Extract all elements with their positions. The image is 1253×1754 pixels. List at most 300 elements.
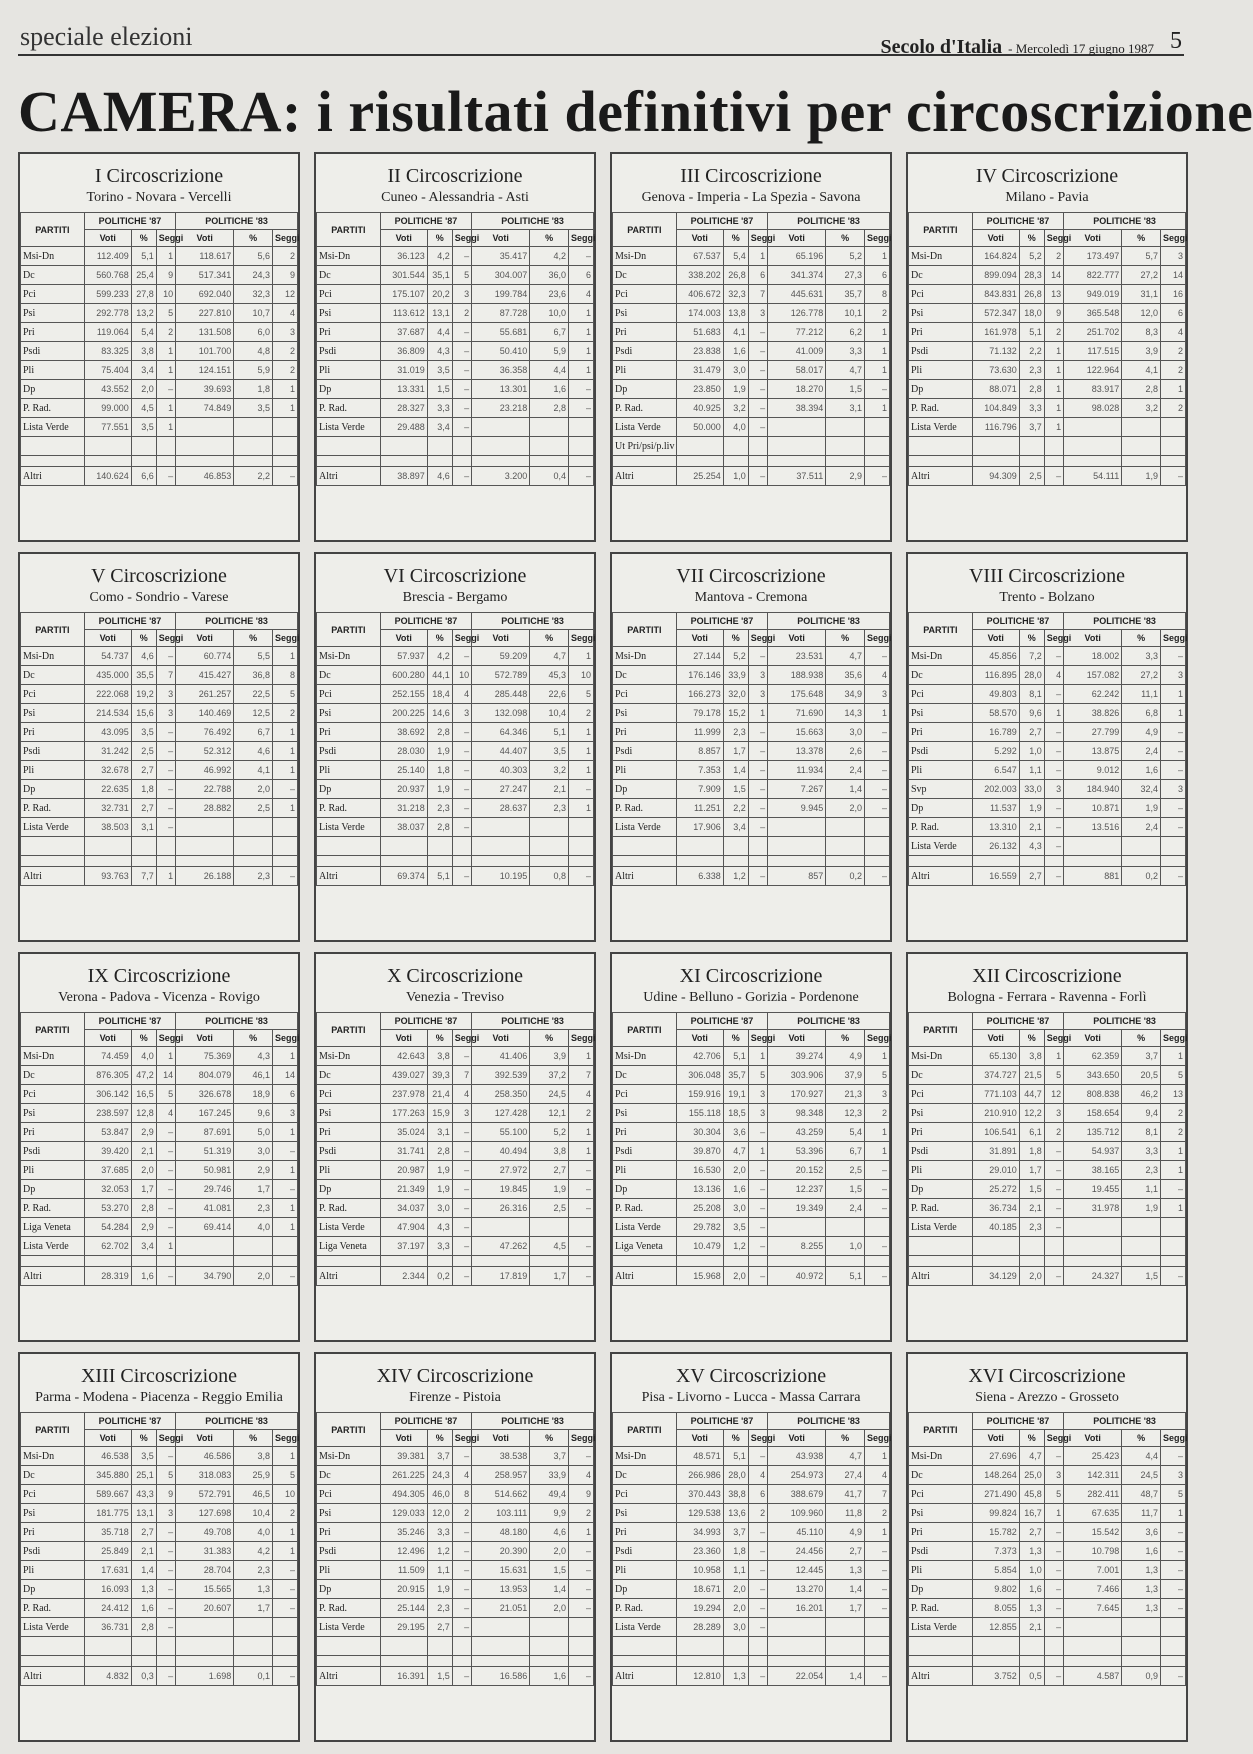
politiche-87-header: POLITICHE '87 <box>676 1413 767 1430</box>
cell-s83: 3 <box>1161 780 1186 799</box>
cell-p83 <box>826 1218 865 1237</box>
politiche-87-header: POLITICHE '87 <box>380 1013 471 1030</box>
cell-s83: 1 <box>569 723 594 742</box>
party-row <box>909 380 1186 399</box>
cell-s87: 2 <box>1044 247 1063 266</box>
cell-s83: 2 <box>1161 1123 1186 1142</box>
cell-v83: 28.704 <box>176 1561 234 1580</box>
cell-v83: 38.538 <box>472 1447 530 1466</box>
politiche-87-header: POLITICHE '87 <box>972 213 1063 230</box>
circoscrizione-title: XIII Circoscrizione <box>80 1365 238 1387</box>
circoscrizione-provinces: Como - Sondrio - Varese <box>89 590 229 605</box>
cell-p87: 1,7 <box>1019 1161 1044 1180</box>
cell-s87: 1 <box>156 1237 175 1256</box>
party-name: Dc <box>317 1066 381 1085</box>
cell-p87: 1,1 <box>1019 761 1044 780</box>
pct-header: % <box>826 1430 865 1447</box>
cell-v87: 214.534 <box>84 704 131 723</box>
party-name: P. Rad. <box>21 1599 85 1618</box>
cell-v83: 26.188 <box>176 867 234 886</box>
party-row <box>21 285 298 304</box>
cell-v87: 589.667 <box>84 1485 131 1504</box>
pct-header: % <box>826 230 865 247</box>
cell-v87: 119.064 <box>84 323 131 342</box>
party-name: Dp <box>21 1180 85 1199</box>
cell-v87: 252.155 <box>380 685 427 704</box>
cell-v83 <box>1064 418 1122 437</box>
cell-v83: 326.678 <box>176 1085 234 1104</box>
circoscrizione-title: VIII Circoscrizione <box>968 565 1126 587</box>
cell-p87: 5,2 <box>1019 247 1044 266</box>
cell-p87: 1,9 <box>427 780 452 799</box>
party-name: P. Rad. <box>21 1199 85 1218</box>
cell-s87: – <box>748 1580 767 1599</box>
cell-p87: 2,8 <box>131 1618 156 1637</box>
party-row <box>909 1447 1186 1466</box>
party-name: Pci <box>21 1485 85 1504</box>
cell-s87: 1 <box>156 867 175 886</box>
cell-p83: 5,0 <box>234 1123 273 1142</box>
cell-p87: 1,5 <box>427 380 452 399</box>
cell-v83: 23.531 <box>768 647 826 666</box>
party-name: Psi <box>21 304 85 323</box>
cell-p87 <box>427 837 452 856</box>
cell-p87: 12,8 <box>131 1104 156 1123</box>
party-name: Dc <box>613 1066 677 1085</box>
cell-s87: 3 <box>748 666 767 685</box>
cell-v87: 7.353 <box>676 761 723 780</box>
cell-p83: 3,7 <box>530 1447 569 1466</box>
party-name <box>21 837 85 856</box>
party-row <box>21 399 298 418</box>
party-name: Lista Verde <box>317 818 381 837</box>
cell-p83: 5,4 <box>826 1123 865 1142</box>
cell-p83: 1,5 <box>530 1561 569 1580</box>
cell-p87: 1,3 <box>723 1667 748 1686</box>
votes-header: Voti <box>1064 230 1122 247</box>
cell-s83: – <box>865 1180 890 1199</box>
party-row <box>909 418 1186 437</box>
cell-v83: 175.648 <box>768 685 826 704</box>
cell-v83: 76.492 <box>176 723 234 742</box>
cell-v83: 142.311 <box>1064 1466 1122 1485</box>
cell-p87: 0,3 <box>131 1667 156 1686</box>
cell-p87: 1,1 <box>723 1561 748 1580</box>
cell-v83: 25.423 <box>1064 1447 1122 1466</box>
cell-p83: 1,7 <box>234 1180 273 1199</box>
cell-v83: 135.712 <box>1064 1123 1122 1142</box>
cell-p83: 2,7 <box>530 1161 569 1180</box>
cell-v87: 21.349 <box>380 1180 427 1199</box>
cell-v83: 13.378 <box>768 742 826 761</box>
cell-p83: 4,9 <box>826 1523 865 1542</box>
circoscrizione-title: X Circoscrizione <box>386 965 524 987</box>
cell-v83: 881 <box>1064 867 1122 886</box>
cell-s87: 3 <box>748 304 767 323</box>
pct-header: % <box>427 1030 452 1047</box>
cell-s83 <box>569 418 594 437</box>
pct-header: % <box>1122 630 1161 647</box>
cell-p83: 1,0 <box>826 1237 865 1256</box>
party-name: P. Rad. <box>613 1599 677 1618</box>
cell-s87: – <box>156 1199 175 1218</box>
cell-p87: 13,2 <box>131 304 156 323</box>
cell-v83: 124.151 <box>176 361 234 380</box>
cell-p83: 18,9 <box>234 1085 273 1104</box>
cell-v83: 140.469 <box>176 704 234 723</box>
party-row <box>613 285 890 304</box>
cell-s87 <box>748 437 767 456</box>
cell-v87: 16.559 <box>972 867 1019 886</box>
party-name: Dc <box>613 266 677 285</box>
votes-header: Voti <box>972 1030 1019 1047</box>
cell-p83: 11,1 <box>1122 685 1161 704</box>
cell-p87: 2,0 <box>723 1161 748 1180</box>
cell-p87: 4,2 <box>427 247 452 266</box>
cell-p83 <box>826 818 865 837</box>
cell-s87: 4 <box>156 1104 175 1123</box>
cell-v83: 304.007 <box>472 266 530 285</box>
party-name: P. Rad. <box>909 818 973 837</box>
party-name <box>21 437 85 456</box>
party-row <box>909 837 1186 856</box>
votes-header: Voti <box>84 230 131 247</box>
pct-header: % <box>234 230 273 247</box>
cell-p83 <box>826 437 865 456</box>
votes-header: Voti <box>768 230 826 247</box>
cell-s87: 1 <box>156 1047 175 1066</box>
header-row <box>909 213 1186 230</box>
cell-v83: 18.270 <box>768 380 826 399</box>
cell-p83: 32,3 <box>234 285 273 304</box>
party-row <box>317 1123 594 1142</box>
seats-header: Seggi <box>452 1430 471 1447</box>
cell-s83: 2 <box>273 704 298 723</box>
party-row <box>317 723 594 742</box>
party-row <box>21 1085 298 1104</box>
cell-v87: 94.309 <box>972 467 1019 486</box>
circoscrizione-title: XII Circoscrizione <box>972 965 1122 987</box>
cell-v83: 857 <box>768 867 826 886</box>
cell-v87: 36.809 <box>380 342 427 361</box>
party-row <box>317 1523 594 1542</box>
cell-s87: – <box>1044 1199 1063 1218</box>
party-row <box>317 323 594 342</box>
pct-header: % <box>234 1030 273 1047</box>
party-name: Dc <box>909 1066 973 1085</box>
cell-s87: – <box>748 1447 767 1466</box>
party-row <box>21 1447 298 1466</box>
party-name: Psdi <box>613 742 677 761</box>
cell-p83: 12,1 <box>530 1104 569 1123</box>
cell-s83 <box>1161 1237 1186 1256</box>
pct-header: % <box>826 1030 865 1047</box>
cell-s83: 1 <box>273 1218 298 1237</box>
seats-header: Seggi <box>865 1030 890 1047</box>
party-name: Pli <box>613 1161 677 1180</box>
circoscrizione-panel <box>610 1352 892 1742</box>
cell-p87 <box>1019 437 1044 456</box>
cell-s87: – <box>748 1161 767 1180</box>
cell-v83: 157.082 <box>1064 666 1122 685</box>
cell-v83: 227.810 <box>176 304 234 323</box>
cell-v87 <box>676 837 723 856</box>
cell-p83 <box>826 1637 865 1656</box>
cell-p87: 2,8 <box>427 723 452 742</box>
cell-v87: 57.937 <box>380 647 427 666</box>
cell-s87 <box>452 437 471 456</box>
cell-p87: 1,9 <box>723 380 748 399</box>
party-row <box>317 285 594 304</box>
cell-v87: 370.443 <box>676 1485 723 1504</box>
party-name: Pli <box>317 1561 381 1580</box>
cell-s87: 1 <box>1044 399 1063 418</box>
party-row <box>613 1667 890 1686</box>
newspaper-title: Secolo d'Italia <box>880 36 1003 58</box>
cell-v87: 11.509 <box>380 1561 427 1580</box>
cell-v83: 514.662 <box>472 1485 530 1504</box>
cell-p83: 35,7 <box>826 285 865 304</box>
cell-s83 <box>865 1218 890 1237</box>
cell-v83: 285.448 <box>472 685 530 704</box>
cell-v83 <box>768 1618 826 1637</box>
parties-header: PARTITI <box>317 213 381 247</box>
circoscrizione-provinces: Brescia - Bergamo <box>402 590 508 605</box>
cell-p83: 3,5 <box>234 399 273 418</box>
party-row <box>21 361 298 380</box>
cell-s83: 3 <box>273 1104 298 1123</box>
parties-header: PARTITI <box>317 613 381 647</box>
cell-v87: 20.987 <box>380 1161 427 1180</box>
party-row <box>21 1637 298 1656</box>
panel-header <box>908 154 1186 212</box>
cell-s87: – <box>452 1580 471 1599</box>
cell-s87: 5 <box>156 1466 175 1485</box>
party-name: Dc <box>21 266 85 285</box>
cell-s83: 1 <box>569 1047 594 1066</box>
cell-s87: 5 <box>156 304 175 323</box>
circoscrizione-provinces: Pisa - Livorno - Lucca - Massa Carrara <box>641 1390 861 1405</box>
cell-v83 <box>768 837 826 856</box>
cell-s87 <box>156 437 175 456</box>
circoscrizione-provinces: Torino - Novara - Vercelli <box>86 190 232 205</box>
cell-s83: 1 <box>273 647 298 666</box>
cell-p87: 45,8 <box>1019 1485 1044 1504</box>
cell-s83: – <box>569 1180 594 1199</box>
cell-p83: 4,6 <box>530 1523 569 1542</box>
politiche-87-header: POLITICHE '87 <box>84 1413 175 1430</box>
cell-p83: 32,4 <box>1122 780 1161 799</box>
cell-p87: 3,8 <box>1019 1047 1044 1066</box>
cell-s87: – <box>452 1523 471 1542</box>
cell-v83: 15.565 <box>176 1580 234 1599</box>
cell-p87: 1,9 <box>427 1180 452 1199</box>
cell-s87: – <box>156 1561 175 1580</box>
cell-v83: 38.394 <box>768 399 826 418</box>
party-name: Psi <box>613 704 677 723</box>
cell-v87: 200.225 <box>380 704 427 723</box>
spacer-row <box>21 456 298 467</box>
cell-s83: 1 <box>569 742 594 761</box>
cell-v87: 3.752 <box>972 1667 1019 1686</box>
cell-p87: 5,2 <box>723 647 748 666</box>
cell-v83: 9.012 <box>1064 761 1122 780</box>
cell-v83: 60.774 <box>176 647 234 666</box>
cell-s87 <box>748 837 767 856</box>
party-row <box>613 361 890 380</box>
cell-s87: – <box>748 323 767 342</box>
cell-v83: 24.456 <box>768 1542 826 1561</box>
party-row <box>21 1267 298 1286</box>
party-row <box>613 780 890 799</box>
party-row <box>909 399 1186 418</box>
cell-p87: 2,0 <box>1019 1267 1044 1286</box>
results-table <box>20 1012 298 1286</box>
cell-s87 <box>748 1637 767 1656</box>
cell-v87: 65.130 <box>972 1047 1019 1066</box>
cell-p83: 24,3 <box>234 266 273 285</box>
cell-v83: 10.798 <box>1064 1542 1122 1561</box>
cell-v87: 54.737 <box>84 647 131 666</box>
party-row <box>909 1542 1186 1561</box>
cell-v83: 415.427 <box>176 666 234 685</box>
cell-v83: 12.445 <box>768 1561 826 1580</box>
cell-s87: – <box>748 342 767 361</box>
cell-v83: 8.255 <box>768 1237 826 1256</box>
cell-s87: 10 <box>452 666 471 685</box>
cell-p83: 4,2 <box>530 247 569 266</box>
cell-v83: 7.466 <box>1064 1580 1122 1599</box>
politiche-83-header: POLITICHE '83 <box>472 1013 594 1030</box>
party-name: Altri <box>613 1267 677 1286</box>
party-row <box>317 1047 594 1066</box>
party-row <box>613 1047 890 1066</box>
spacer-row <box>613 456 890 467</box>
cell-s87: – <box>452 1180 471 1199</box>
cell-v87: 27.696 <box>972 1447 1019 1466</box>
cell-s83: – <box>569 780 594 799</box>
party-name: Altri <box>909 467 973 486</box>
party-row <box>317 1161 594 1180</box>
cell-p83: 6,7 <box>826 1142 865 1161</box>
party-name: Pci <box>317 1485 381 1504</box>
cell-v83: 808.838 <box>1064 1085 1122 1104</box>
party-row <box>909 1561 1186 1580</box>
cell-s87: 3 <box>156 1504 175 1523</box>
cell-s83: – <box>273 867 298 886</box>
cell-p83: 49,4 <box>530 1485 569 1504</box>
party-row <box>909 266 1186 285</box>
cell-p87: 26,8 <box>1019 285 1044 304</box>
cell-v83: 41.009 <box>768 342 826 361</box>
cell-v87: 600.280 <box>380 666 427 685</box>
cell-p87: 6,6 <box>131 467 156 486</box>
cell-s83: – <box>273 1580 298 1599</box>
cell-p87: 2,2 <box>723 799 748 818</box>
seats-header: Seggi <box>1044 230 1063 247</box>
cell-p87: 2,2 <box>1019 342 1044 361</box>
party-row <box>317 1447 594 1466</box>
cell-s83 <box>569 1618 594 1637</box>
party-name: Dc <box>909 1466 973 1485</box>
cell-v87: 50.000 <box>676 418 723 437</box>
cell-s87: – <box>156 1447 175 1466</box>
cell-s87: 1 <box>748 704 767 723</box>
cell-s83: 6 <box>273 1085 298 1104</box>
cell-s83: – <box>273 1561 298 1580</box>
votes-header: Voti <box>1064 630 1122 647</box>
party-row <box>613 1504 890 1523</box>
party-name: Pri <box>21 723 85 742</box>
cell-p87: 21,4 <box>427 1085 452 1104</box>
party-name: Psi <box>317 704 381 723</box>
party-row <box>21 1618 298 1637</box>
cell-s83: 5 <box>273 685 298 704</box>
spacer-row <box>317 856 594 867</box>
cell-s83: 1 <box>569 799 594 818</box>
cell-s83: – <box>1161 1180 1186 1199</box>
cell-v87: 20.937 <box>380 780 427 799</box>
cell-p87: 43,3 <box>131 1485 156 1504</box>
party-name: Dc <box>909 266 973 285</box>
cell-s87: – <box>156 1523 175 1542</box>
cell-s83: 9 <box>273 266 298 285</box>
cell-s87: – <box>156 742 175 761</box>
cell-p87: 3,0 <box>723 361 748 380</box>
cell-v83: 53.396 <box>768 1142 826 1161</box>
cell-p87: 4,6 <box>131 647 156 666</box>
cell-s87: – <box>1044 742 1063 761</box>
party-row <box>909 304 1186 323</box>
cell-v87: 23.838 <box>676 342 723 361</box>
party-name: Altri <box>21 1267 85 1286</box>
cell-v83 <box>472 837 530 856</box>
cell-p83: 21,3 <box>826 1085 865 1104</box>
cell-s87: – <box>748 1267 767 1286</box>
cell-p87: 1,8 <box>131 780 156 799</box>
cell-p87: 35,7 <box>723 1066 748 1085</box>
politiche-83-header: POLITICHE '83 <box>176 613 298 630</box>
party-name: Pri <box>909 1523 973 1542</box>
cell-s83: – <box>865 761 890 780</box>
party-row <box>21 704 298 723</box>
cell-p83: 1,3 <box>1122 1580 1161 1599</box>
cell-s83: 2 <box>273 1504 298 1523</box>
cell-v87: 112.409 <box>84 247 131 266</box>
cell-v87: 116.895 <box>972 666 1019 685</box>
cell-p87: 44,7 <box>1019 1085 1044 1104</box>
cell-p87: 47,2 <box>131 1066 156 1085</box>
cell-v83: 75.369 <box>176 1047 234 1066</box>
cell-v83: 18.002 <box>1064 647 1122 666</box>
cell-s87: – <box>452 818 471 837</box>
party-name: Dc <box>21 1066 85 1085</box>
cell-s83: – <box>865 467 890 486</box>
cell-v87: 25.849 <box>84 1542 131 1561</box>
cell-s83: 1 <box>273 380 298 399</box>
cell-p83 <box>1122 1618 1161 1637</box>
cell-v87: 13.310 <box>972 818 1019 837</box>
cell-v87: 148.264 <box>972 1466 1019 1485</box>
cell-s87: 4 <box>452 685 471 704</box>
cell-s87: 1 <box>156 247 175 266</box>
cell-p87: 1,3 <box>1019 1599 1044 1618</box>
cell-s83 <box>273 818 298 837</box>
party-row <box>317 1142 594 1161</box>
cell-v87: 31.242 <box>84 742 131 761</box>
cell-s83: 14 <box>273 1066 298 1085</box>
cell-s83: 2 <box>569 704 594 723</box>
